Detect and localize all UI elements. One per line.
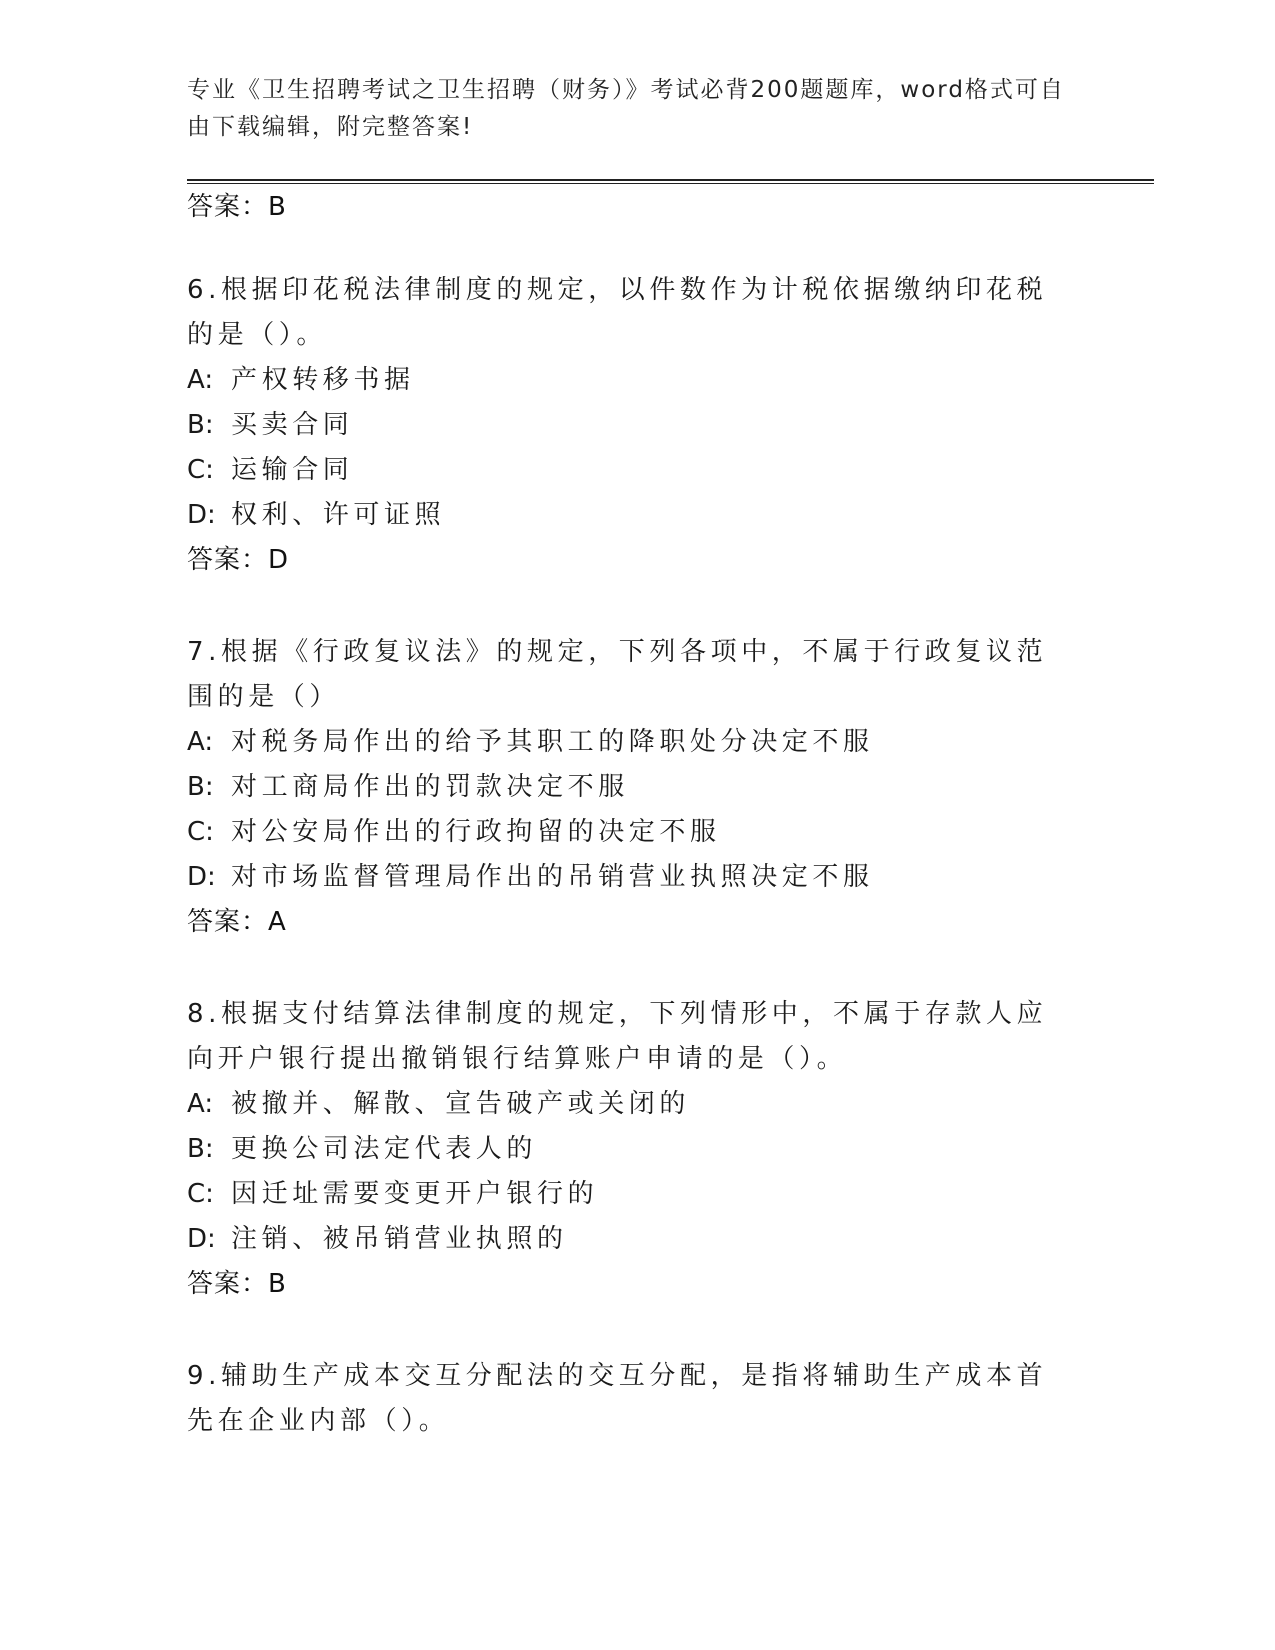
option-letter: D: <box>187 1224 216 1254</box>
answer-label: 答案：B <box>187 192 287 222</box>
option-letter: D: <box>187 500 216 530</box>
option-text: 产权转移书据 <box>231 365 415 395</box>
option-c <box>187 1172 1067 1217</box>
option-letter: D: <box>187 862 216 892</box>
option-a <box>187 1082 1067 1127</box>
option-letter: C: <box>187 817 214 847</box>
option-text: 运输合同 <box>231 455 354 485</box>
option-letter: A: <box>187 727 214 757</box>
option-d <box>187 1217 1067 1262</box>
option-d <box>187 493 1067 538</box>
question-stem: 9.辅助生产成本交互分配法的交互分配，是指将辅助生产成本首先在企业内部（）。 <box>187 1361 1048 1436</box>
option-text: 注销、被吊销营业执照的 <box>231 1224 568 1254</box>
option-text: 权利、许可证照 <box>231 500 446 530</box>
option-a <box>187 720 1067 765</box>
question-stem: 7.根据《行政复议法》的规定，下列各项中，不属于行政复议范围的是（） <box>187 637 1048 712</box>
option-letter: C: <box>187 455 214 485</box>
option-b <box>187 765 1067 810</box>
option-text: 更换公司法定代表人的 <box>231 1134 538 1164</box>
question-8 <box>187 992 1067 1307</box>
option-letter: A: <box>187 1089 214 1119</box>
option-text: 对工商局作出的罚款决定不服 <box>231 772 629 802</box>
question-7 <box>187 630 1067 945</box>
option-a <box>187 358 1067 403</box>
question-stem: 8.根据支付结算法律制度的规定，下列情形中，不属于存款人应向开户银行提出撤销银行结算账户申请的是（）。 <box>187 999 1048 1074</box>
option-c <box>187 810 1067 855</box>
question-stem: 6.根据印花税法律制度的规定，以件数作为计税依据缴纳印花税的是（）。 <box>187 275 1048 350</box>
option-text: 对税务局作出的给予其职工的降职处分决定不服 <box>231 727 874 757</box>
option-text: 对公安局作出的行政拘留的决定不服 <box>231 817 721 847</box>
document-header: 专业《卫生招聘考试之卫生招聘（财务）》考试必背200题题库，word格式可自由下载编辑，附完整答案! <box>187 77 1065 140</box>
option-letter: A: <box>187 365 214 395</box>
option-b <box>187 1127 1067 1172</box>
option-text: 因迁址需要变更开户银行的 <box>231 1179 599 1209</box>
option-text: 被撤并、解散、宣告破产或关闭的 <box>231 1089 691 1119</box>
option-letter: B: <box>187 410 214 440</box>
option-d <box>187 855 1067 900</box>
answer-label: 答案：B <box>187 1269 287 1299</box>
option-letter: B: <box>187 1134 214 1164</box>
answer-label: 答案：D <box>187 545 290 575</box>
question-6 <box>187 268 1067 583</box>
option-text: 对市场监督管理局作出的吊销营业执照决定不服 <box>231 862 874 892</box>
option-b <box>187 403 1067 448</box>
header-rule-thick <box>187 179 1154 181</box>
header-rule-thin <box>187 183 1154 184</box>
question-9 <box>187 1354 1067 1444</box>
option-letter: C: <box>187 1179 214 1209</box>
option-c <box>187 448 1067 493</box>
answer-label: 答案：A <box>187 907 287 937</box>
option-letter: B: <box>187 772 214 802</box>
option-text: 买卖合同 <box>231 410 354 440</box>
